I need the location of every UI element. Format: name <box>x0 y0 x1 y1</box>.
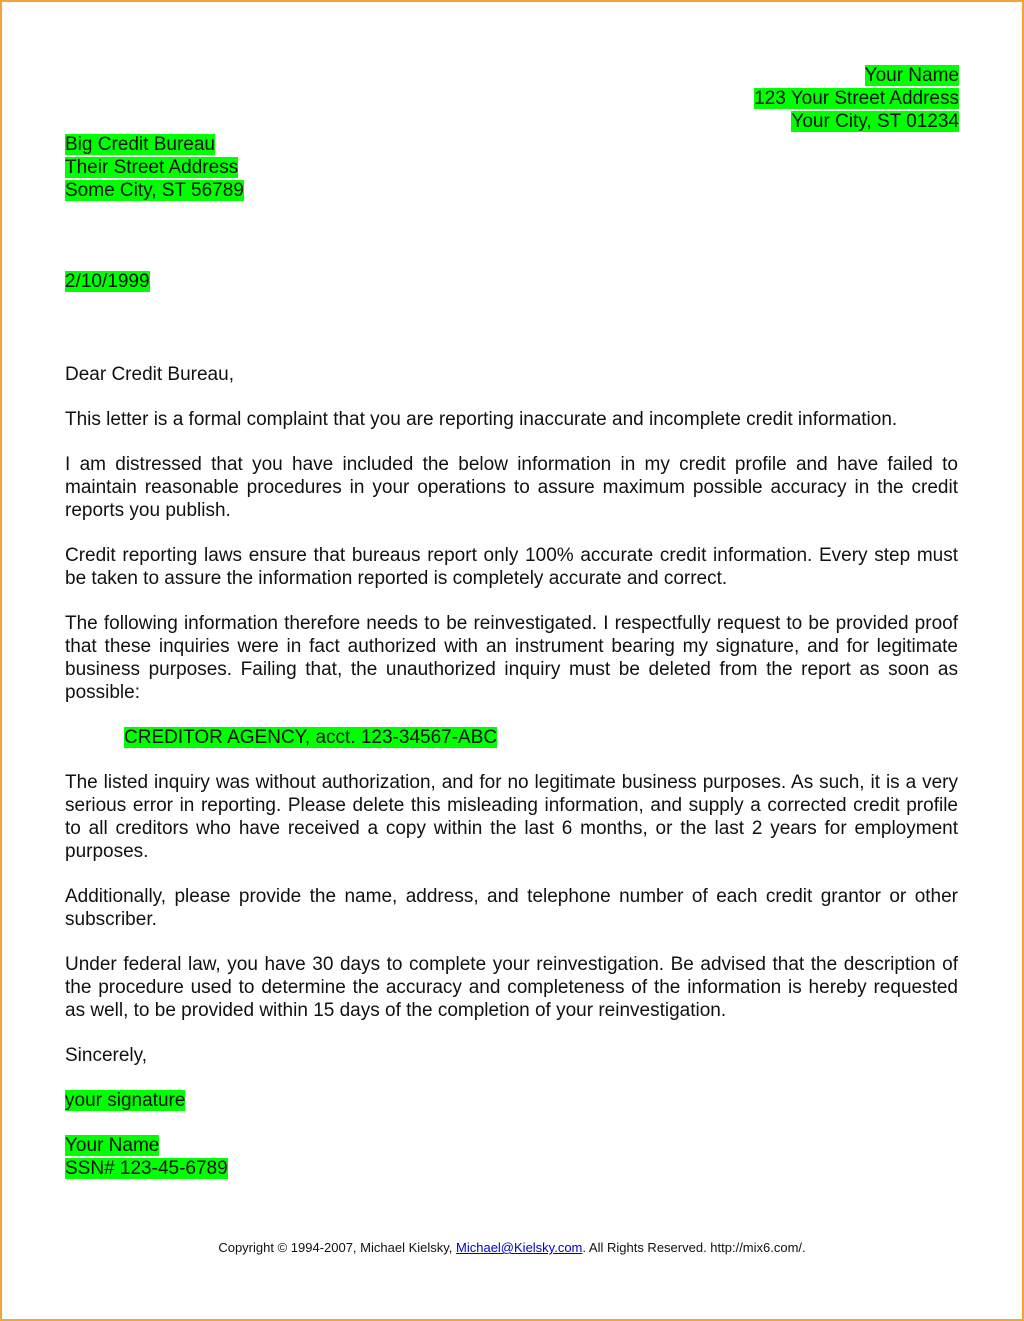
paragraph-3: Credit reporting laws ensure that bureaus report only 100% accurate credit information. Every step must be taken to assure the information reported is completely accurate and correct. <box>65 545 958 589</box>
signature-block <box>65 1044 958 1180</box>
footer-email-link[interactable]: Michael@Kielsky.com <box>456 1240 583 1255</box>
date-text: 2/10/1999 <box>65 271 150 292</box>
paragraph-6: Additionally, please provide the name, address, and telephone number of each credit grantor or other subscriber. <box>65 886 958 930</box>
recipient-name: Big Credit Bureau <box>65 134 215 155</box>
sender-street: 123 Your Street Address <box>754 88 959 109</box>
recipient-address <box>65 133 244 202</box>
paragraph-1: This letter is a formal complaint that you are reporting inaccurate and incomplete credit information. <box>65 409 898 430</box>
signature-placeholder: your signature <box>65 1090 186 1111</box>
paragraph-7: Under federal law, you have 30 days to complete your reinvestigation. Be advised that the description of the procedure used to determine the accuracy and completeness of the information is hereby requested as well, to be provided within 15 days of the completion of your reinvestigation. <box>65 954 958 1021</box>
sender-city: Your City, ST 01234 <box>791 111 959 132</box>
footer-suffix: . All Rights Reserved. http://mix6.com/. <box>582 1240 806 1255</box>
salutation: Dear Credit Bureau, <box>65 364 234 385</box>
signer-name: Your Name <box>65 1135 160 1156</box>
footer-prefix: Copyright © 1994-2007, Michael Kielsky, <box>218 1240 457 1255</box>
paragraph-5: The listed inquiry was without authorization, and for no legitimate business purposes. As such, it is a very serious error in reporting. Please delete this misleading information, and supply a corrected credit profile to all creditors who have received a copy within the last 6 months, or the last 2 years for employment purposes. <box>65 772 958 862</box>
recipient-street: Their Street Address <box>65 157 239 178</box>
creditor-line <box>124 726 958 749</box>
paragraph-2: I am distressed that you have included the below information in my credit profile and have failed to maintain reasonable procedures in your operations to assure maximum possible accuracy in the credit reports you publish. <box>65 454 958 521</box>
recipient-city: Some City, ST 56789 <box>65 180 244 201</box>
closing: Sincerely, <box>65 1045 148 1066</box>
letter-body <box>65 363 958 1180</box>
copyright-footer <box>0 1240 1024 1256</box>
creditor-text: CREDITOR AGENCY, acct. 123-34567-ABC <box>124 727 498 748</box>
letter-date <box>65 270 150 293</box>
sender-name: Your Name <box>864 65 959 86</box>
paragraph-4: The following information therefore needs to be reinvestigated. I respectfully request to be provided proof that these inquiries were in fact authorized with an instrument bearing my signature, and for legitimate business purposes. Failing that, the unauthorized inquiry must be deleted from the report as soon as possible: <box>65 613 958 703</box>
signer-ssn: SSN# 123-45-6789 <box>65 1158 228 1179</box>
sender-address <box>754 64 959 133</box>
